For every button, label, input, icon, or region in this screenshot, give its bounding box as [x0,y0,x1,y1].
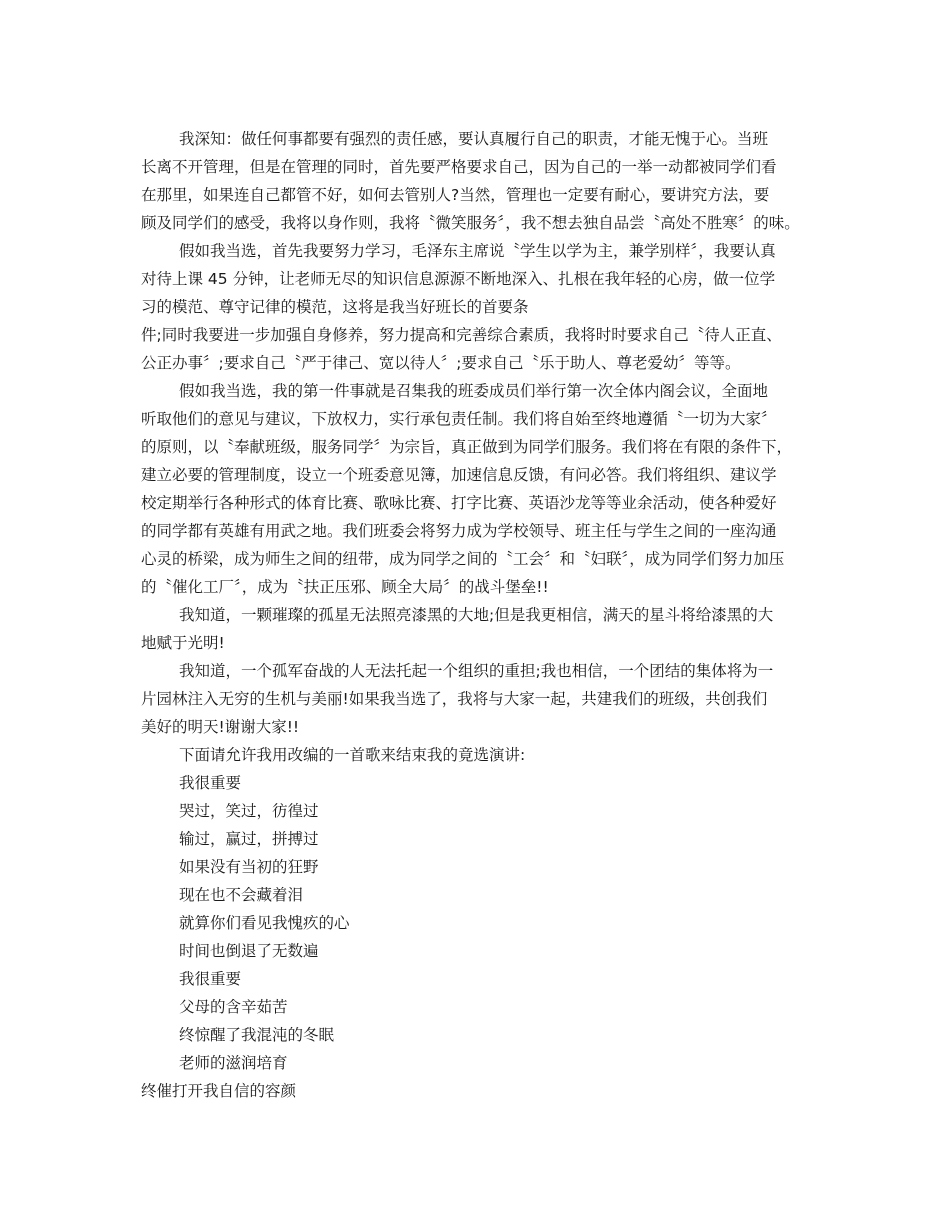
paragraph-3-line-3: 的原则，以〝奉献班级，服务同学〞为宗旨，真正做到为同学们服务。我们将在有限的条件下， [141,438,793,456]
paragraph-5-line-2: 片园林注入无穷的生机与美丽!如果我当选了，我将与大家一起，共建我们的班级，共创我们 [141,690,768,708]
paragraph-4-line-1: 我知道，一颗璀璨的孤星无法照亮漆黑的大地;但是我更相信，满天的星斗将给漆黑的大 [179,606,774,624]
paragraph-2-line-1: 假如我当选，首先我要努力学习，毛泽东主席说〝学生以学为主，兼学别样〞，我要认真 [179,242,776,260]
paragraph-5-line-1: 我知道，一个孤军奋战的人无法托起一个组织的重担;我也相信，一个团结的集体将为一 [179,662,774,680]
paragraph-1-line-4: 顾及同学们的感受，我将以身作则，我将〝微笑服务〞，我不想去独自品尝〝高处不胜寒〞的味。 [141,214,800,232]
paragraph-3-line-1: 假如我当选，我的第一件事就是召集我的班委成员们举行第一次全体内阁会议，全面地 [179,382,769,400]
paragraph-3-line-8: 的〝催化工厂〞，成为〝扶正压邪、顾全大局〞的战斗堡垒!! [141,578,549,596]
paragraph-2-line-4: 件;同时我要进一步加强自身修养，努力提高和完善综合素质，我将时时要求自己〝待人正直、 [141,326,782,344]
song-line-1: 我很重要 [179,774,242,792]
paragraph-3-line-6: 的同学都有英雄有用武之地。我们班委会将努力成为学校领导、班主任与学生之间的一座沟通 [141,522,777,540]
song-line-2: 哭过，笑过，彷徨过 [179,802,319,820]
paragraph-3-line-5: 校定期举行各种形式的体育比赛、歌咏比赛、打字比赛、英语沙龙等等业余活动，使各种爱好 [141,494,777,512]
song-line-8: 我很重要 [179,970,242,988]
song-line-4: 如果没有当初的狂野 [179,858,319,876]
paragraph-1-line-2: 长离不开管理，但是在管理的同时，首先要严格要求自己，因为自己的一举一动都被同学们看 [141,158,777,176]
song-line-6: 就算你们看见我愧疚的心 [179,914,350,932]
song-line-3: 输过，赢过，拼搏过 [179,830,319,848]
song-line-10: 终惊醒了我混沌的冬眠 [179,1026,335,1044]
paragraph-3-line-4: 建立必要的管理制度，设立一个班委意见簿，加速信息反馈，有问必答。我们将组织、建议学 [141,466,777,484]
paragraph-5-line-3: 美好的明天!谢谢大家!! [141,718,300,736]
song-line-5: 现在也不会藏着泪 [179,886,304,904]
paragraph-3-line-2: 听取他们的意见与建议，下放权力，实行承包责任制。我们将自始至终地遵循〝一切为大家〞 [141,410,777,428]
paragraph-6-line-1: 下面请允许我用改编的一首歌来结束我的竟选演讲: [179,746,526,764]
song-line-11: 老师的滋润培育 [179,1054,288,1072]
song-line-12: 终催打开我自信的容颜 [141,1082,297,1100]
paragraph-2-line-3: 习的模范、尊守记律的模范，这将是我当好班长的首要条 [141,298,529,316]
song-line-9: 父母的含辛茹苦 [179,998,288,1016]
paragraph-2-line-2: 对待上课 45 分钟，让老师无尽的知识信息源源不断地深入、扎根在我年轻的心房，做一位学 [141,270,776,288]
song-line-7: 时间也倒退了无数遍 [179,942,319,960]
paragraph-4-line-2: 地赋于光明! [141,634,225,652]
paragraph-3-line-7: 心灵的桥梁，成为师生之间的纽带，成为同学之间的〝工会〞和〝妇联〞，成为同学们努力加压 [141,550,785,568]
paragraph-1-line-3: 在那里，如果连自己都管不好，如何去管别人?当然，管理也一定要有耐心，要讲究方法，要 [141,186,770,204]
paragraph-1-line-1: 我深知：做任何事都要有强烈的责任感，要认真履行自己的职责，才能无愧于心。当班 [179,130,769,148]
paragraph-2-line-5: 公正办事〞;要求自己〝严于律己、宽以待人〞;要求自己〝乐于助人、尊老爱幼〞等等。 [141,354,741,372]
